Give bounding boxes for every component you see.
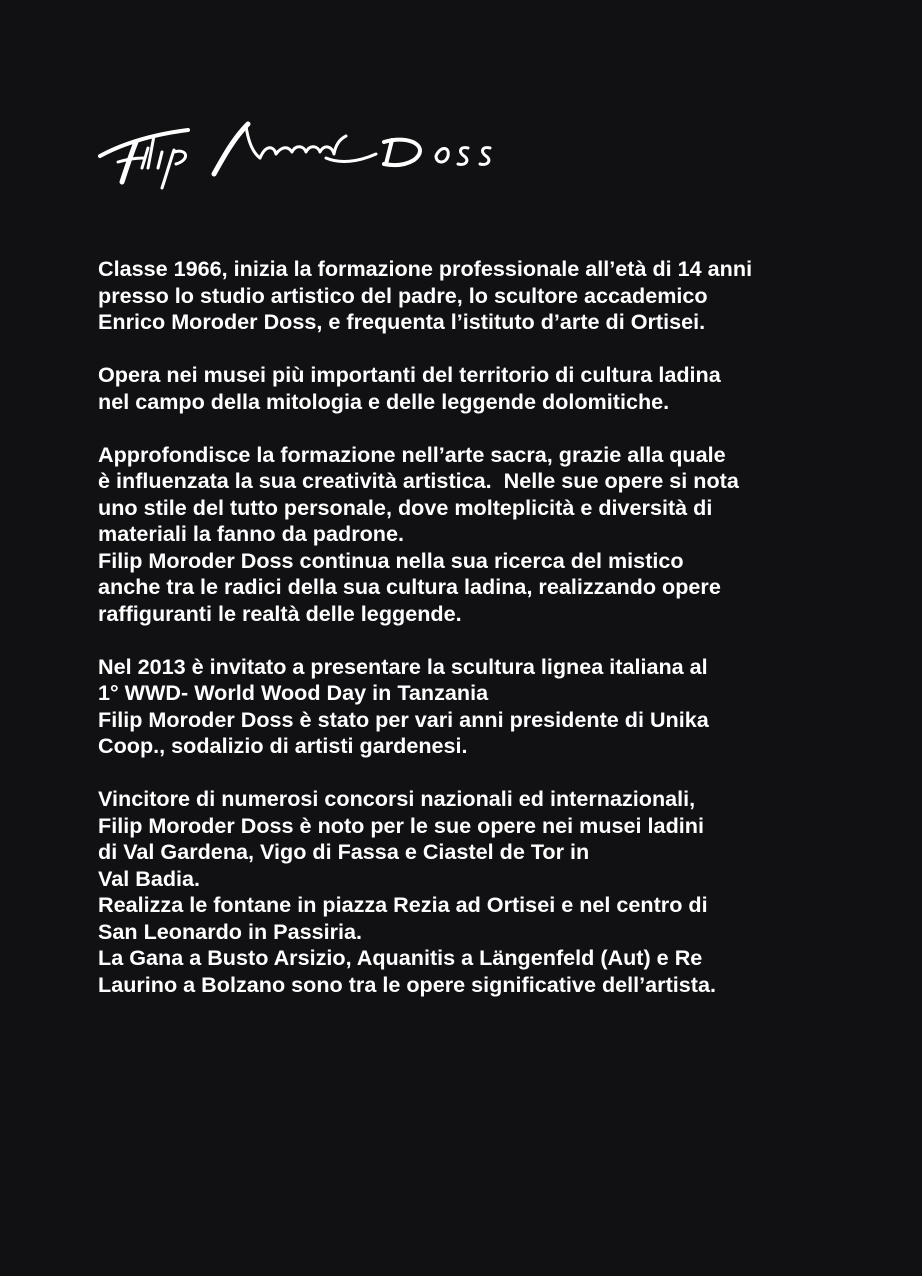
text-line: nel campo della mitologia e delle leggende dolomitiche. <box>98 388 670 414</box>
text-line: Realizza le fontane in piazza Rezia ad Ortisei e nel centro di <box>98 892 708 917</box>
text-line: Filip Moroder Doss è noto per le sue opere nei musei ladini <box>98 812 704 838</box>
text-line: San Leonardo in Passiria. <box>98 918 363 944</box>
paragraph-spacer <box>98 336 898 363</box>
bio-paragraph-sacred-art <box>98 442 898 628</box>
text-line: Vincitore di numerosi concorsi nazionali ed internazionali, <box>98 786 696 811</box>
paragraph-spacer <box>98 627 898 654</box>
text-line: Approfondisce la formazione nell’arte sacra, grazie alla quale <box>98 441 726 467</box>
text-line: presso lo studio artistico del padre, lo scultore accademico <box>98 282 708 308</box>
bio-paragraph-awards-works <box>98 786 898 998</box>
text-line: Enrico Moroder Doss, e frequenta l’istituto d’arte di Ortisei. <box>98 309 706 334</box>
text-line: Opera nei musei più importanti del territorio di cultura ladina <box>98 362 721 387</box>
text-line: anche tra le radici della sua cultura ladina, realizzando opere <box>98 574 721 599</box>
text-line: Filip Moroder Doss è stato per vari anni presidente di Unika <box>98 706 709 732</box>
text-line: Nel 2013 è invitato a presentare la scultura lignea italiana al <box>98 653 708 679</box>
paragraph-spacer <box>98 760 898 787</box>
bio-paragraph-training <box>98 256 898 336</box>
text-line: uno stile del tutto personale, dove molteplicità e diversità di <box>98 494 713 520</box>
text-line: materiali la fanno da padrone. <box>98 521 404 546</box>
paragraph-spacer <box>98 415 898 442</box>
text-line: di Val Gardena, Vigo di Fassa e Ciastel de Tor in <box>98 839 590 864</box>
text-line: La Gana a Busto Arsizio, Aquanitis a Längenfeld (Aut) e Re <box>98 945 703 970</box>
text-line: Filip Moroder Doss continua nella sua ricerca del mistico <box>98 547 684 573</box>
text-line: Coop., sodalizio di artisti gardenesi. <box>98 733 468 758</box>
bio-paragraph-world-wood-day <box>98 654 898 760</box>
text-line: 1° WWD- World Wood Day in Tanzania <box>98 680 489 705</box>
bio-paragraph-museums <box>98 362 898 415</box>
text-line: raffiguranti le realtà delle leggende. <box>98 600 462 626</box>
text-line: è influenzata la sua creatività artistica. Nelle sue opere si nota <box>98 468 739 493</box>
text-line: Classe 1966, inizia la formazione professionale all’età di 14 anni <box>98 256 753 281</box>
text-line: Laurino a Bolzano sono tra le opere significative dell’artista. <box>98 971 716 997</box>
biography-text <box>98 256 898 998</box>
text-line: Val Badia. <box>98 865 201 891</box>
artist-signature <box>96 112 496 192</box>
